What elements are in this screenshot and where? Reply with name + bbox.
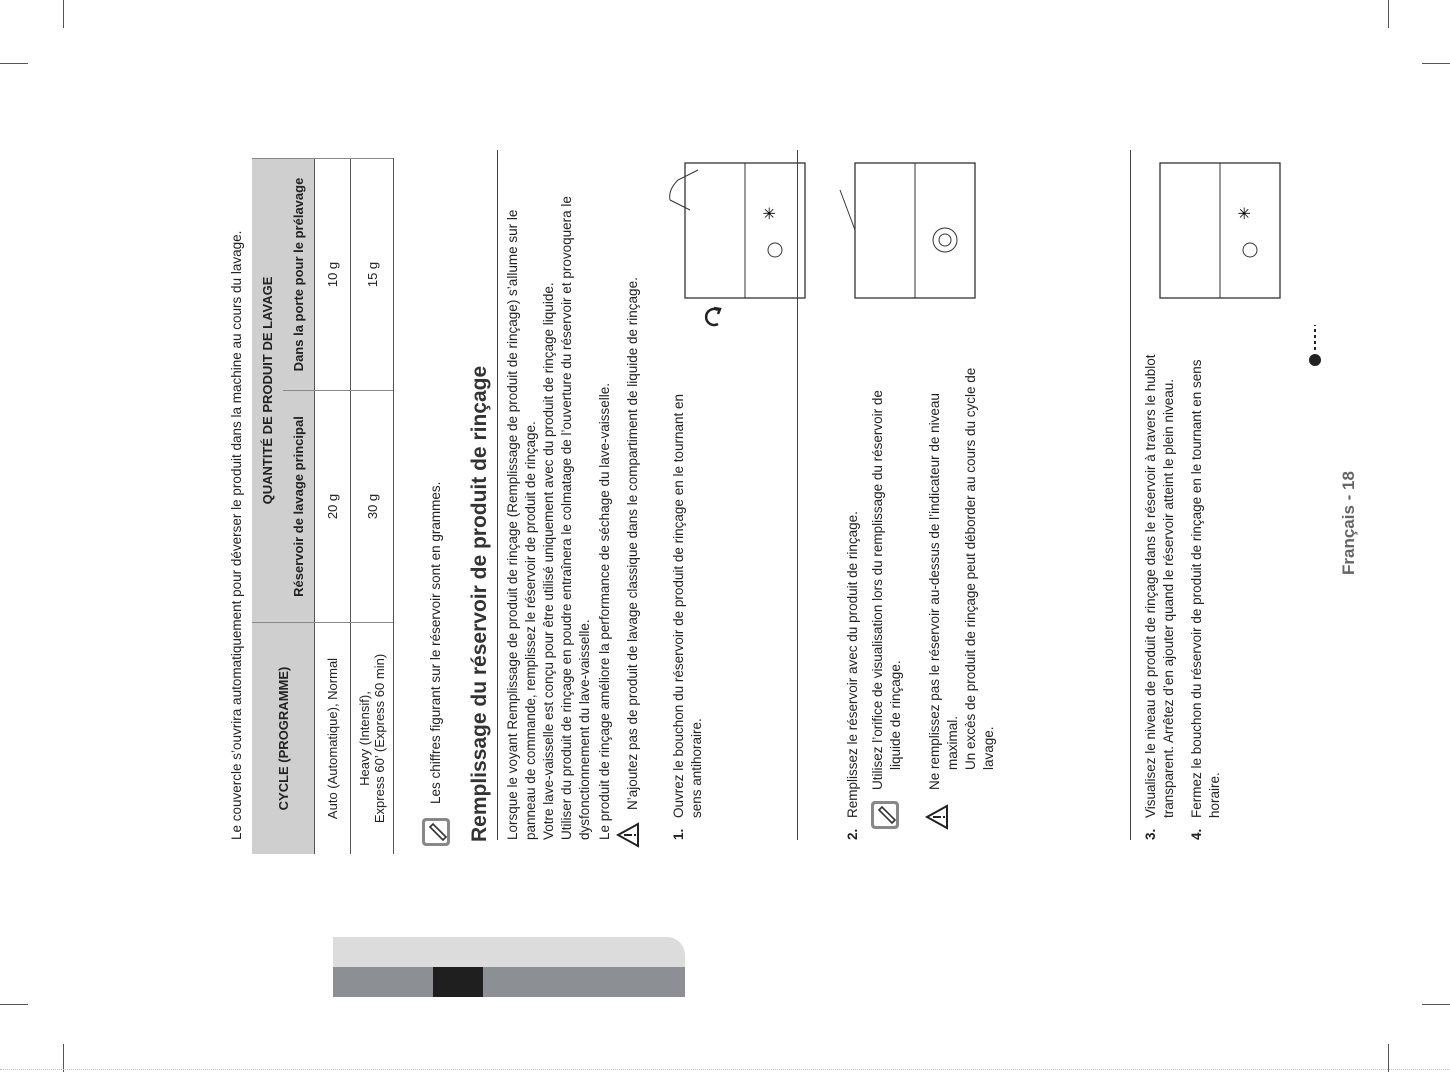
crop-mark xyxy=(1388,1044,1389,1072)
step-text: Ouvrez le bouchon du réservoir de produit de rinçage en le tournant en xyxy=(671,393,686,818)
chapter-tab xyxy=(333,937,685,997)
main-cell: 20 g xyxy=(315,391,351,623)
step-number: 2. xyxy=(845,828,860,840)
attention-text: Un excès de produit de rinçage peut déborder au cours du cycle de xyxy=(963,367,978,770)
svg-text:✳: ✳ xyxy=(1237,206,1254,220)
cycle-cell: Auto (Automatique), Normal xyxy=(315,623,351,855)
dispenser-fill-illustration xyxy=(835,160,1005,300)
rotate-arrow-icon xyxy=(700,302,728,330)
body-text: Le produit de rinçage améliore la performance de séchage du lave-vaisselle. xyxy=(597,382,612,840)
note-icon xyxy=(870,800,900,830)
step-text: Fermez le bouchon du réservoir de produit de rinçage en le tournant en sens xyxy=(1189,359,1204,818)
divider xyxy=(1130,150,1131,840)
warning-icon xyxy=(925,804,959,830)
eye-icon xyxy=(1285,320,1345,380)
page-content xyxy=(225,0,1365,840)
warning-icon xyxy=(616,822,650,848)
intro-text: Le couvercle s’ouvrira automatiquement pour déverser le produit dans la machine au cours du lavage. xyxy=(229,230,244,840)
cycle-cell: Heavy (Intensif), Express 60’ (Express 60 min) xyxy=(351,623,394,855)
col-cycle: CYCLE (PROGRAMME) xyxy=(252,623,315,855)
detergent-table xyxy=(252,158,394,854)
crop-mark xyxy=(63,0,64,28)
svg-text:✳: ✳ xyxy=(762,206,779,220)
attention-text: Ne remplissez pas le réservoir au-dessus de l’indicateur de niveau xyxy=(927,393,942,790)
section-heading: Remplissage du réservoir de produit de rinçage xyxy=(468,365,491,842)
heading-rule xyxy=(497,150,498,840)
main-cell: 30 g xyxy=(351,391,394,623)
step-number: 3. xyxy=(1143,828,1158,840)
crop-mark xyxy=(1388,0,1389,28)
body-text: dysfonctionnement du lave-vaisselle. xyxy=(577,619,592,840)
body-text: Lorsque le voyant Remplissage de produit de rinçage (Remplissage de produit de rinçage) s’allume sur le xyxy=(505,209,520,840)
attention-text: maximal. xyxy=(945,715,960,770)
crop-mark xyxy=(1422,1004,1450,1005)
col-qty: QUANTITÉ DE PRODUIT DE LAVAGE xyxy=(252,159,283,623)
note-icon xyxy=(421,817,451,847)
note-text: liquide de rinçage. xyxy=(888,660,903,770)
note-text: Utilisez l’orifice de visualisation lors du remplissage du réservoir de xyxy=(870,390,885,790)
crop-mark xyxy=(1422,63,1450,64)
note-text: Les chiffres figurant sur le réservoir sont en grammes. xyxy=(428,481,443,804)
step-text: transparent. Arrêtez d’en ajouter quand le réservoir atteint le plein niveau. xyxy=(1161,378,1176,818)
pre-cell: 10 g xyxy=(315,159,351,391)
step-number: 4. xyxy=(1189,828,1204,840)
attention-text: lavage. xyxy=(981,726,996,770)
crop-mark xyxy=(0,1004,28,1005)
crop-mark xyxy=(63,1044,64,1072)
step-number: 1. xyxy=(671,828,686,840)
body-text: Utiliser du produit de rinçage en poudre entraînera le colmatage de l’ouverture du réservoir et provoquera le xyxy=(559,196,574,840)
pre-cell: 15 g xyxy=(351,159,394,391)
col-main: Réservoir de lavage principal xyxy=(283,391,315,623)
divider xyxy=(797,150,798,840)
body-text: Votre lave-vaisselle est conçu pour être utilisé uniquement avec du produit de rinçage liquide. xyxy=(541,282,556,840)
step-text: Visualisez le niveau de produit de rinçage dans le réservoir à travers le hublot xyxy=(1143,354,1158,818)
step-text: Remplissez le réservoir avec du produit de rinçage. xyxy=(845,511,860,818)
dispenser-close-illustration xyxy=(1140,160,1300,300)
step-text: horaire. xyxy=(1207,772,1222,818)
crop-mark xyxy=(0,63,28,64)
body-text: panneau de commande, remplissez le réservoir de produit de rinçage. xyxy=(523,421,538,840)
attention-text: N’ajoutez pas de produit de lavage classique dans le compartiment de liquide de rinçage. xyxy=(625,277,640,810)
dispenser-open-illustration xyxy=(665,160,825,300)
col-pre: Dans la porte pour le prélavage xyxy=(283,159,315,391)
trim-line xyxy=(0,1069,1450,1070)
step-text: sens antihoraire. xyxy=(689,718,704,818)
